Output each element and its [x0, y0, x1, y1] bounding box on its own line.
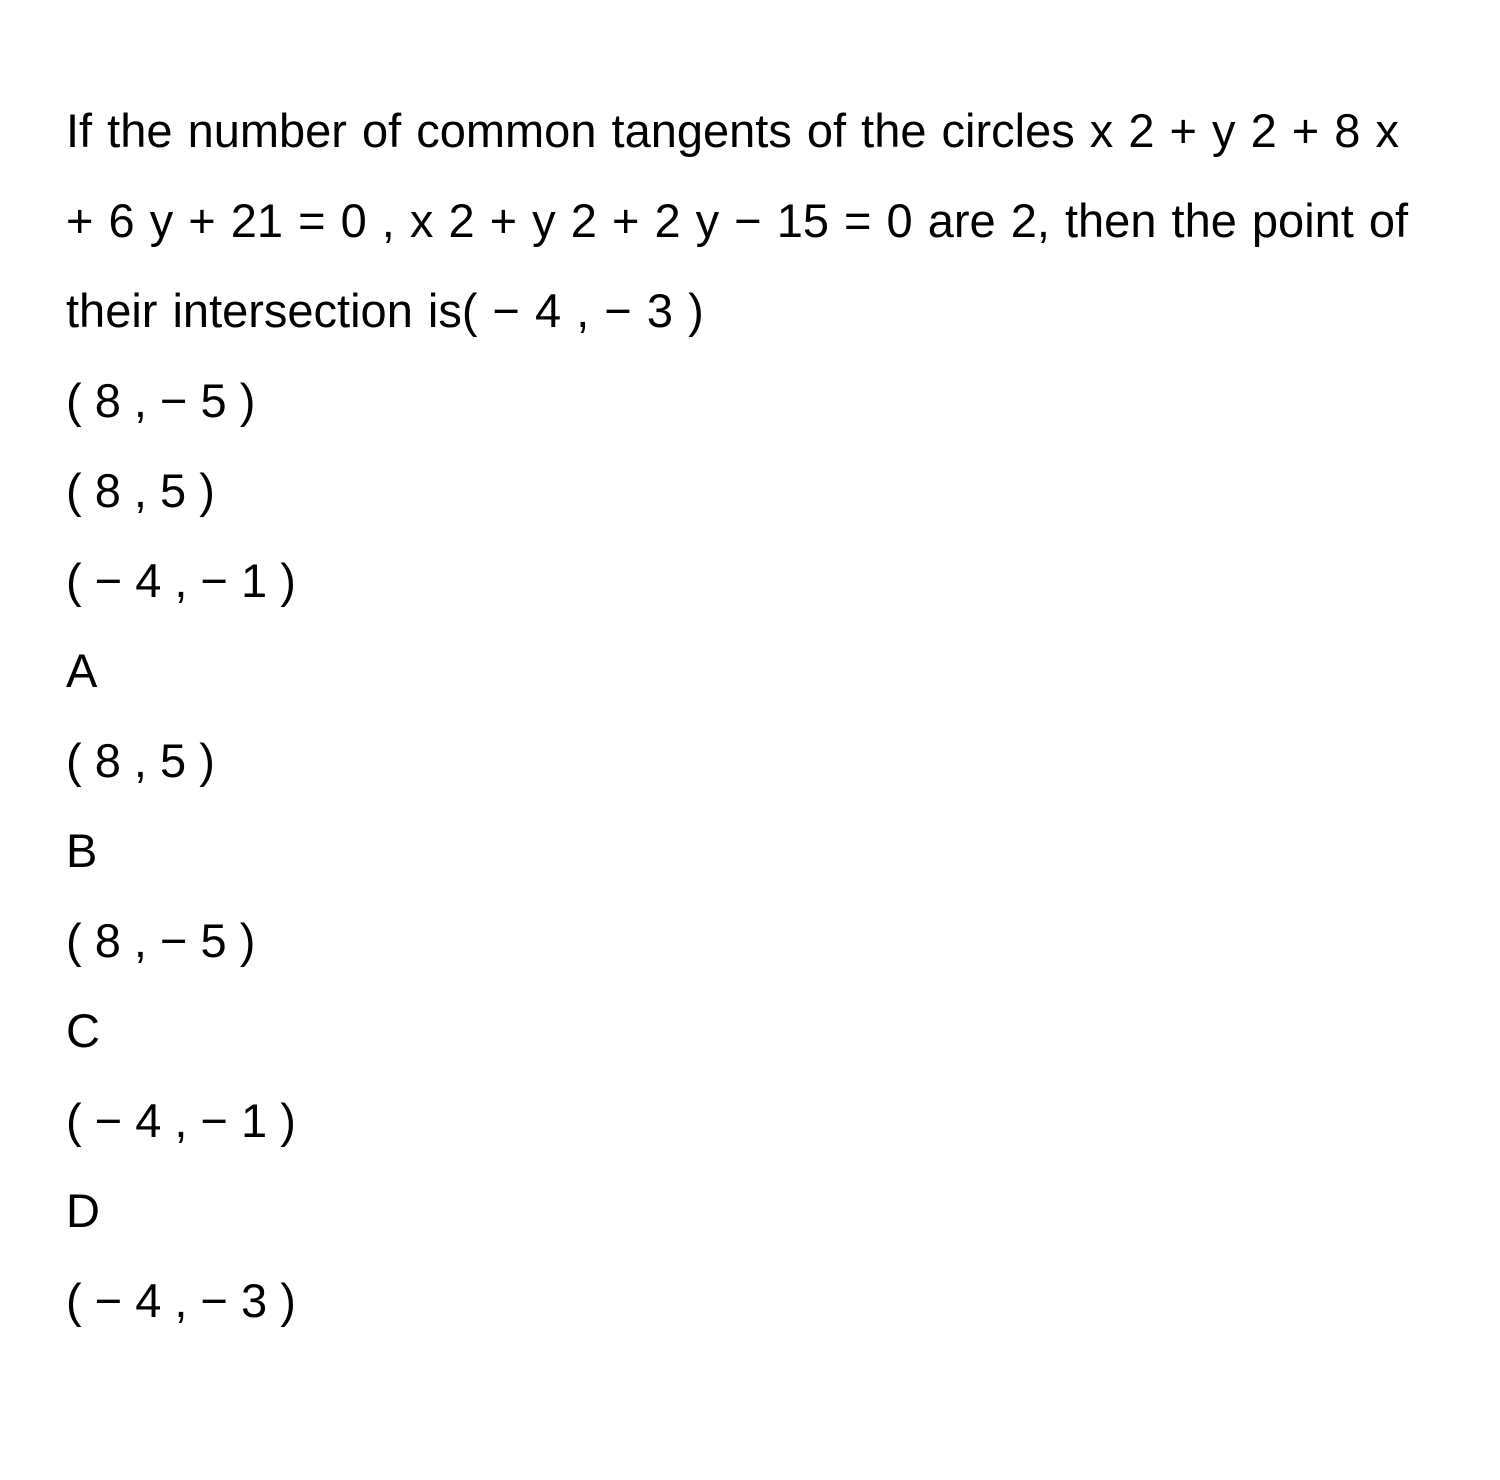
option-a-value[interactable]: ( 8 , 5 ): [66, 734, 215, 787]
preview-option-3: ( − 4 , − 1 ): [66, 554, 296, 607]
preview-option-list: [66, 356, 1436, 626]
preview-option-2: ( 8 , 5 ): [66, 464, 215, 517]
option-d-letter[interactable]: D: [66, 1184, 100, 1237]
question-text: If the number of common tangents of the circles x 2 + y 2 + 8 x + 6 y + 21 = 0 , x 2 + y 2 + 2 y − 15 = 0 are 2, then the point of their intersection is( − 4 , − 3 ): [66, 104, 1409, 337]
option-b-letter[interactable]: B: [66, 824, 98, 877]
question-document: [66, 86, 1436, 1346]
option-d-value[interactable]: ( − 4 , − 3 ): [66, 1274, 296, 1327]
preview-option-1: ( 8 , − 5 ): [66, 374, 256, 427]
option-b-value[interactable]: ( 8 , − 5 ): [66, 914, 256, 967]
option-a-letter[interactable]: A: [66, 644, 98, 697]
option-c-value[interactable]: ( − 4 , − 1 ): [66, 1094, 296, 1147]
option-c-letter[interactable]: C: [66, 1004, 100, 1057]
answer-option-list: [66, 626, 1436, 1346]
